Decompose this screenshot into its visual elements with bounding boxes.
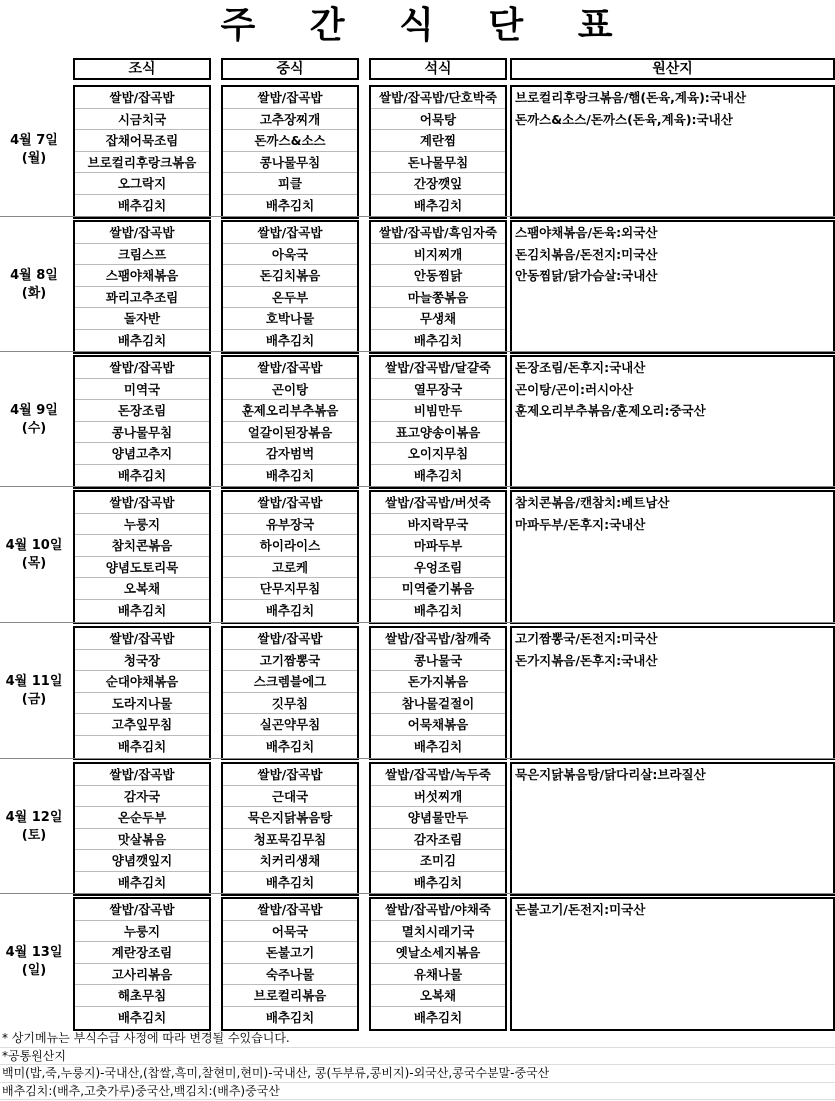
menu-item: 감자조림 bbox=[371, 829, 505, 851]
header-breakfast: 조식 bbox=[73, 58, 211, 80]
day-separator bbox=[0, 351, 835, 352]
menu-item: 돈불고기 bbox=[223, 942, 357, 964]
origin-item: 마파두부/돈후지:국내산 bbox=[515, 516, 646, 532]
day-weekday: (수) bbox=[21, 421, 47, 436]
origin-item: 묵은지닭볶음탕/닭다리살:브라질산 bbox=[515, 767, 706, 782]
day-weekday: (금) bbox=[21, 692, 47, 707]
menu-item: 안동찜닭 bbox=[371, 265, 505, 287]
origin-column bbox=[510, 85, 835, 219]
menu-item: 콩나물무침 bbox=[75, 422, 209, 444]
menu-item: 배추김치 bbox=[117, 467, 167, 483]
menu-item: 배추김치 bbox=[117, 332, 167, 348]
menu-item: 스크렘블에그 bbox=[223, 671, 357, 693]
menu-item: 배추김치 bbox=[413, 197, 463, 213]
menu-item: 배추김치 bbox=[117, 874, 167, 890]
menu-item: 얼갈이된장볶음 bbox=[223, 422, 357, 444]
menu-item: 열무장국 bbox=[371, 379, 505, 401]
menu-item: 쌀밥/잡곡밥 bbox=[75, 628, 209, 650]
dinner-column bbox=[369, 762, 507, 896]
origin-column bbox=[510, 626, 835, 760]
menu-item: 유채나물 bbox=[371, 964, 505, 986]
origin-column bbox=[510, 490, 835, 624]
menu-item: 고기짬뽕국 bbox=[223, 650, 357, 672]
origin-item: 돈까스&소스/돈까스(돈육,계육):국내산 bbox=[515, 111, 733, 127]
menu-item: 배추김치 bbox=[265, 332, 315, 348]
lunch-column bbox=[221, 626, 359, 760]
menu-item: 쌀밥/잡곡밥/달걀죽 bbox=[371, 357, 505, 379]
menu-item: 조미김 bbox=[371, 850, 505, 872]
menu-item: 유부장국 bbox=[223, 514, 357, 536]
menu-item: 잡채어묵조림 bbox=[75, 130, 209, 152]
menu-item: 양념물만두 bbox=[371, 807, 505, 829]
menu-item: 어묵채볶음 bbox=[371, 714, 505, 736]
day-label bbox=[0, 537, 68, 573]
day-label bbox=[0, 267, 68, 303]
header-lunch: 중식 bbox=[221, 58, 359, 80]
menu-item: 곤이탕 bbox=[223, 379, 357, 401]
menu-item: 온순두부 bbox=[75, 807, 209, 829]
day-label bbox=[0, 673, 68, 709]
origin-item: 곤이탕/곤이:러시아산 bbox=[515, 381, 634, 397]
day-separator bbox=[0, 893, 835, 894]
menu-item: 배추김치 bbox=[413, 602, 463, 618]
menu-item: 묵은지닭볶음탕 bbox=[223, 807, 357, 829]
menu-item: 쌀밥/잡곡밥/참깨죽 bbox=[371, 628, 505, 650]
breakfast-column bbox=[73, 626, 211, 760]
menu-item: 쌀밥/잡곡밥 bbox=[223, 357, 357, 379]
menu-item: 고추장찌개 bbox=[223, 109, 357, 131]
origin-item: 스팸야채볶음/돈육:외국산 bbox=[515, 225, 658, 240]
menu-item: 표고양송이볶음 bbox=[371, 422, 505, 444]
menu-item: 고사리볶음 bbox=[75, 964, 209, 986]
menu-item: 깃무침 bbox=[223, 693, 357, 715]
menu-item: 숙주나물 bbox=[223, 964, 357, 986]
menu-item: 치커리생채 bbox=[223, 850, 357, 872]
menu-item: 브로컬리후랑크볶음 bbox=[75, 152, 209, 174]
menu-item: 오그락지 bbox=[75, 173, 209, 195]
menu-item: 양념도토리묵 bbox=[75, 557, 209, 579]
day-separator bbox=[0, 216, 835, 217]
day-date: 4월 11일 bbox=[5, 674, 63, 689]
menu-item: 쌀밥/잡곡밥 bbox=[75, 87, 209, 109]
menu-item: 누룽지 bbox=[75, 514, 209, 536]
menu-item: 돈장조림 bbox=[75, 400, 209, 422]
menu-item: 간장깻잎 bbox=[371, 173, 505, 195]
lunch-column bbox=[221, 85, 359, 219]
menu-item: 배추김치 bbox=[413, 874, 463, 890]
origin-item: 돈김치볶음/돈전지:미국산 bbox=[515, 246, 658, 262]
menu-item: 참치콘볶음 bbox=[75, 535, 209, 557]
day-label bbox=[0, 809, 68, 845]
menu-item: 돈까스&소스 bbox=[223, 130, 357, 152]
menu-item: 오복채 bbox=[371, 985, 505, 1007]
day-label bbox=[0, 402, 68, 438]
menu-item: 고로케 bbox=[223, 557, 357, 579]
menu-item: 브로컬리볶음 bbox=[223, 985, 357, 1007]
dinner-column bbox=[369, 220, 507, 354]
menu-item: 배추김치 bbox=[413, 738, 463, 754]
lunch-column bbox=[221, 355, 359, 489]
menu-item: 쌀밥/잡곡밥 bbox=[75, 357, 209, 379]
notes-section bbox=[0, 1030, 835, 1100]
menu-item: 스팸야채볶음 bbox=[75, 265, 209, 287]
menu-item: 시금치국 bbox=[75, 109, 209, 131]
menu-item: 배추김치 bbox=[117, 738, 167, 754]
page-title: 주 간 식 단 표 bbox=[220, 5, 615, 46]
menu-item: 단무지무침 bbox=[223, 578, 357, 600]
menu-item: 배추김치 bbox=[265, 874, 315, 890]
dinner-column bbox=[369, 626, 507, 760]
day-label bbox=[0, 944, 68, 980]
menu-item: 감자국 bbox=[75, 786, 209, 808]
menu-item: 쌀밥/잡곡밥 bbox=[223, 628, 357, 650]
menu-item: 배추김치 bbox=[265, 467, 315, 483]
menu-item: 쌀밥/잡곡밥 bbox=[75, 222, 209, 244]
day-label bbox=[0, 132, 68, 168]
menu-item: 배추김치 bbox=[413, 467, 463, 483]
menu-item: 쌀밥/잡곡밥/야채죽 bbox=[371, 899, 505, 921]
menu-item: 꽈리고추조림 bbox=[75, 287, 209, 309]
menu-item: 마늘쫑볶음 bbox=[371, 287, 505, 309]
menu-item: 쌀밥/잡곡밥/버섯죽 bbox=[371, 492, 505, 514]
menu-item: 배추김치 bbox=[117, 1009, 167, 1025]
menu-item: 하이라이스 bbox=[223, 535, 357, 557]
menu-item: 어묵국 bbox=[223, 921, 357, 943]
menu-item: 실곤약무침 bbox=[223, 714, 357, 736]
menu-item: 계란장조림 bbox=[75, 942, 209, 964]
breakfast-column bbox=[73, 355, 211, 489]
menu-item: 콩나물국 bbox=[371, 650, 505, 672]
note-line: 배추김치:(배추,고춧가루)중국산,백김치:(배추)중국산 bbox=[0, 1083, 835, 1101]
menu-item: 감자범벅 bbox=[223, 443, 357, 465]
menu-item: 쌀밥/잡곡밥/단호박죽 bbox=[371, 87, 505, 109]
dinner-column bbox=[369, 897, 507, 1031]
menu-item: 크림스프 bbox=[75, 244, 209, 266]
menu-item: 무생채 bbox=[371, 308, 505, 330]
day-date: 4월 10일 bbox=[5, 538, 63, 553]
menu-item: 쌀밥/잡곡밥 bbox=[75, 764, 209, 786]
origin-item: 브로컬리후랑크볶음/햄(돈육,계육):국내산 bbox=[515, 90, 747, 105]
breakfast-column bbox=[73, 220, 211, 354]
origin-column bbox=[510, 355, 835, 489]
menu-item: 옛날소세지볶음 bbox=[371, 942, 505, 964]
origin-column bbox=[510, 897, 835, 1031]
menu-item: 해초무침 bbox=[75, 985, 209, 1007]
menu-item: 근대국 bbox=[223, 786, 357, 808]
menu-item: 쌀밥/잡곡밥 bbox=[75, 899, 209, 921]
day-weekday: (일) bbox=[21, 963, 47, 978]
menu-item: 쌀밥/잡곡밥 bbox=[223, 87, 357, 109]
menu-item: 쌀밥/잡곡밥 bbox=[75, 492, 209, 514]
day-weekday: (토) bbox=[21, 828, 47, 843]
menu-item: 청국장 bbox=[75, 650, 209, 672]
menu-item: 참나물겉절이 bbox=[371, 693, 505, 715]
menu-item: 배추김치 bbox=[265, 1009, 315, 1025]
lunch-column bbox=[221, 762, 359, 896]
menu-item: 미역국 bbox=[75, 379, 209, 401]
menu-item: 돈가지볶음 bbox=[371, 671, 505, 693]
menu-item: 비지찌개 bbox=[371, 244, 505, 266]
origin-item: 고기짬뽕국/돈전지:미국산 bbox=[515, 631, 658, 646]
menu-item: 온두부 bbox=[223, 287, 357, 309]
menu-item: 콩나물무침 bbox=[223, 152, 357, 174]
menu-item: 배추김치 bbox=[117, 197, 167, 213]
menu-item: 훈제오리부추볶음 bbox=[223, 400, 357, 422]
menu-item: 마파두부 bbox=[371, 535, 505, 557]
day-separator bbox=[0, 486, 835, 487]
header-dinner: 석식 bbox=[369, 58, 507, 80]
menu-item: 미역줄기볶음 bbox=[371, 578, 505, 600]
origin-item: 돈장조림/돈후지:국내산 bbox=[515, 360, 646, 375]
menu-item: 쌀밥/잡곡밥/녹두죽 bbox=[371, 764, 505, 786]
menu-item: 돌자반 bbox=[75, 308, 209, 330]
menu-item: 버섯찌개 bbox=[371, 786, 505, 808]
menu-item: 돈김치볶음 bbox=[223, 265, 357, 287]
day-date: 4월 7일 bbox=[10, 133, 58, 148]
menu-item: 쌀밥/잡곡밥 bbox=[223, 222, 357, 244]
header-origin: 원산지 bbox=[510, 58, 835, 80]
menu-item: 순대야채볶음 bbox=[75, 671, 209, 693]
origin-item: 훈제오리부추볶음/훈제오리:중국산 bbox=[515, 403, 706, 419]
menu-item: 청포묵김무침 bbox=[223, 829, 357, 851]
dinner-column bbox=[369, 85, 507, 219]
menu-item: 오복채 bbox=[75, 578, 209, 600]
day-date: 4월 12일 bbox=[5, 810, 63, 825]
menu-item: 고추잎무침 bbox=[75, 714, 209, 736]
menu-item: 배추김치 bbox=[265, 197, 315, 213]
note-line: * 상기메뉴는 부식수급 사정에 따라 변경될 수있습니다. bbox=[0, 1030, 835, 1048]
dinner-column bbox=[369, 490, 507, 624]
day-separator bbox=[0, 758, 835, 759]
menu-item: 쌀밥/잡곡밥 bbox=[223, 492, 357, 514]
menu-item: 양념고추지 bbox=[75, 443, 209, 465]
day-date: 4월 9일 bbox=[10, 403, 58, 418]
menu-item: 어묵탕 bbox=[371, 109, 505, 131]
day-weekday: (목) bbox=[21, 556, 47, 571]
menu-item: 쌀밥/잡곡밥 bbox=[223, 764, 357, 786]
menu-item: 도라지나물 bbox=[75, 693, 209, 715]
menu-item: 쌀밥/잡곡밥/흑임자죽 bbox=[371, 222, 505, 244]
day-weekday: (월) bbox=[21, 151, 47, 166]
lunch-column bbox=[221, 490, 359, 624]
breakfast-column bbox=[73, 490, 211, 624]
menu-item: 배추김치 bbox=[117, 602, 167, 618]
origin-item: 안동찜닭/닭가슴살:국내산 bbox=[515, 268, 658, 284]
menu-item: 멸치시래기국 bbox=[371, 921, 505, 943]
breakfast-column bbox=[73, 762, 211, 896]
menu-item: 계란찜 bbox=[371, 130, 505, 152]
menu-item: 배추김치 bbox=[265, 738, 315, 754]
dinner-column bbox=[369, 355, 507, 489]
menu-item: 오이지무침 bbox=[371, 443, 505, 465]
breakfast-column bbox=[73, 897, 211, 1031]
menu-item: 양념깻잎지 bbox=[75, 850, 209, 872]
origin-item: 참치콘볶음/캔참치:베트남산 bbox=[515, 495, 670, 510]
menu-item: 배추김치 bbox=[265, 602, 315, 618]
origin-column bbox=[510, 220, 835, 354]
day-date: 4월 13일 bbox=[5, 945, 63, 960]
lunch-column bbox=[221, 897, 359, 1031]
origin-item: 돈가지볶음/돈후지:국내산 bbox=[515, 652, 658, 668]
menu-item: 호박나물 bbox=[223, 308, 357, 330]
note-line: *공통원산지 bbox=[0, 1048, 835, 1066]
menu-item: 아욱국 bbox=[223, 244, 357, 266]
menu-item: 누룽지 bbox=[75, 921, 209, 943]
lunch-column bbox=[221, 220, 359, 354]
menu-item: 비빔만두 bbox=[371, 400, 505, 422]
breakfast-column bbox=[73, 85, 211, 219]
menu-item: 피클 bbox=[223, 173, 357, 195]
menu-item: 배추김치 bbox=[413, 1009, 463, 1025]
menu-item: 바지락무국 bbox=[371, 514, 505, 536]
note-line: 백미(밥,죽,누룽지)-국내산,(찹쌀,흑미,찰현미,현미)-국내산, 콩(두부류,콩비지)-외국산,콩국수분말-중국산 bbox=[0, 1065, 835, 1083]
day-separator bbox=[0, 622, 835, 623]
menu-item: 배추김치 bbox=[413, 332, 463, 348]
origin-item: 돈불고기/돈전지:미국산 bbox=[515, 902, 646, 917]
menu-item: 맛살볶음 bbox=[75, 829, 209, 851]
day-weekday: (화) bbox=[21, 286, 47, 301]
menu-item: 쌀밥/잡곡밥 bbox=[223, 899, 357, 921]
day-date: 4월 8일 bbox=[10, 268, 58, 283]
menu-item: 우엉조림 bbox=[371, 557, 505, 579]
origin-column bbox=[510, 762, 835, 896]
menu-item: 돈나물무침 bbox=[371, 152, 505, 174]
